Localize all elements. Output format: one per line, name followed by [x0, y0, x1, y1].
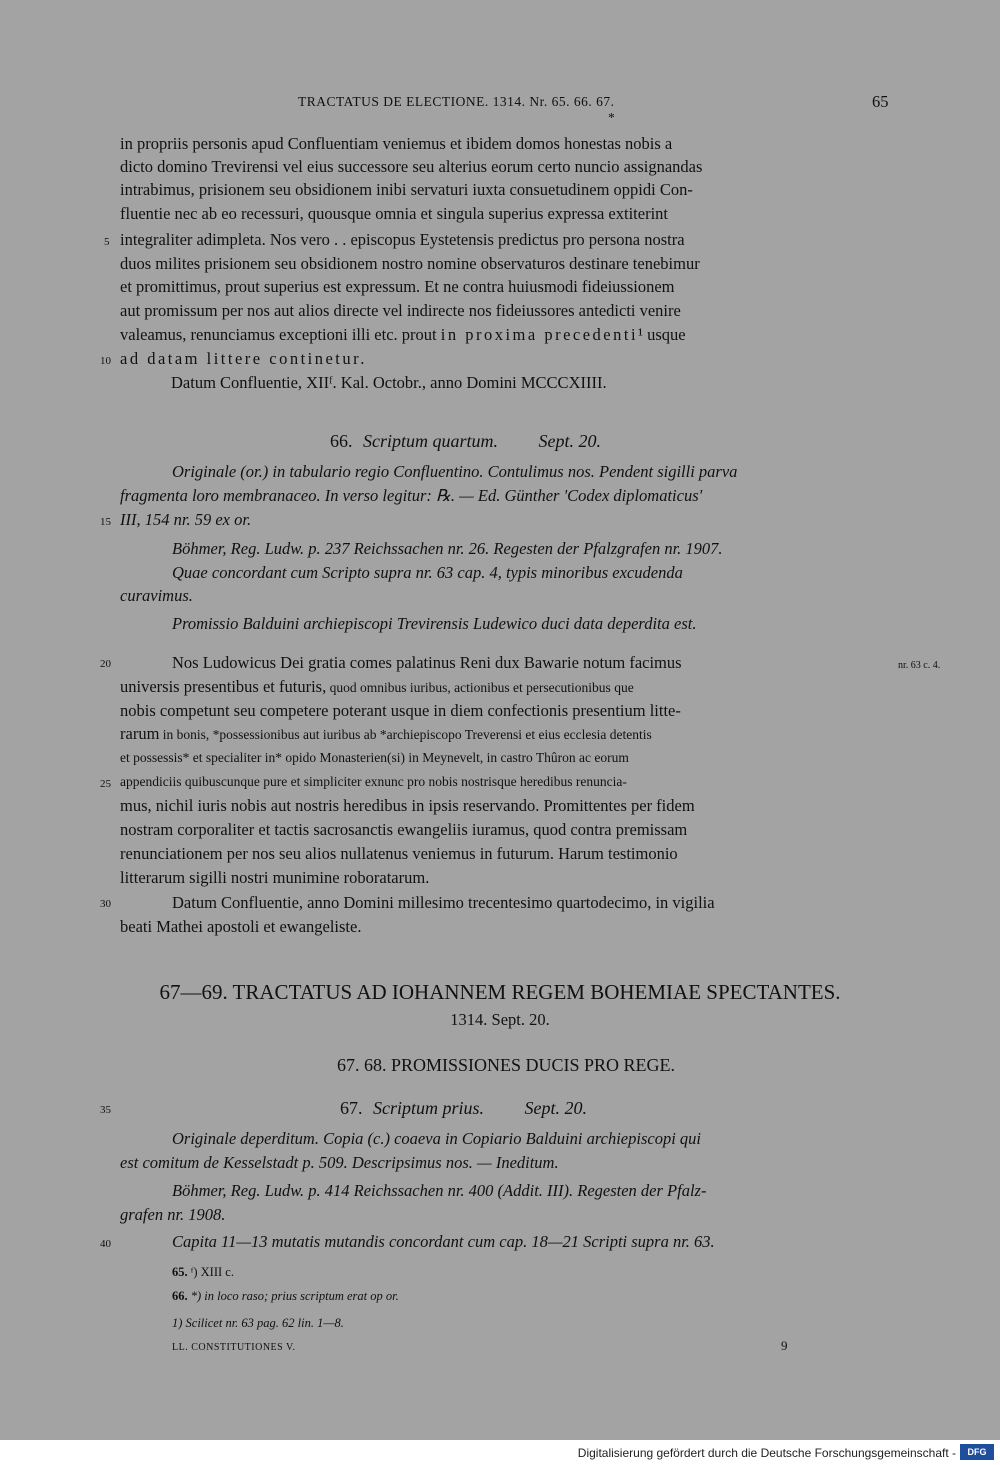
- line-number: 40: [100, 1238, 111, 1250]
- doc65-line: aut promissum per nos aut alios directe vel indirecte nos fideiussores antedicti venire: [120, 301, 681, 320]
- doc65-line: dicto domino Trevirensi vel eius successore seu alterius eorum certo nuncio assignandas: [120, 157, 703, 176]
- apparatus-line: grafen nr. 1908.: [120, 1205, 226, 1224]
- star-mark: *: [608, 110, 615, 125]
- line-number: 10: [100, 355, 111, 367]
- doc66-dated: Datum Confluentie, anno Domini millesimo trecentesimo quartodecimo, in vigilia: [172, 893, 715, 912]
- line-number: 25: [100, 778, 111, 790]
- apparatus-line: Quae concordant cum Scripto supra nr. 63 cap. 4, typis minoribus excudenda: [172, 563, 683, 582]
- section-subtitle: 67. 68. PROMISSIONES DUCIS PRO REGE.: [336, 1055, 676, 1075]
- doc66-line: litterarum sigilli nostri munimine roboratarum.: [120, 868, 430, 887]
- footer-credit: Digitalisierung gefördert durch die Deutsche Forschungsgemeinschaft -: [577, 1446, 956, 1460]
- doc65-dated: Datum Confluentie, XIIᶠ. Kal. Octobr., anno Domini MCCCXIIII.: [171, 373, 607, 392]
- doc66-line: rarum in bonis, *possessionibus aut iuribus ab *archiepiscopo Treverensi et eius ecclesia detentis: [120, 724, 652, 743]
- apparatus-line: fragmenta loro membranaceo. In verso legitur: ℞. — Ed. Günther 'Codex diplomaticus': [120, 486, 703, 505]
- doc65-line: in propriis personis apud Confluentiam veniemus et ibidem domos honestas nobis a: [120, 134, 673, 153]
- line-number: 15: [100, 516, 111, 528]
- doc66-heading: [330, 431, 601, 451]
- doc66-line: nostram corporaliter et tactis sacrosanctis ewangeliis iuramus, quod contra premissam: [120, 820, 688, 839]
- doc65-line: integraliter adimpleta. Nos vero . . episcopus Eystetensis predictus pro persona nostra: [120, 230, 685, 249]
- signature-right: 9: [781, 1338, 788, 1353]
- line-number: 20: [100, 658, 111, 670]
- apparatus-line: Capita 11—13 mutatis mutandis concordant cum cap. 18—21 Scripti supra nr. 63.: [172, 1232, 715, 1251]
- page-number: 65: [872, 92, 889, 111]
- margin-note: nr. 63 c. 4.: [898, 660, 941, 671]
- doc65-line: fluentie nec ab eo recessuri, quousque omnia et singula superius expressa extiterint: [120, 204, 668, 223]
- section-title: 67—69. TRACTATUS AD IOHANNEM REGEM BOHEMIAE SPECTANTES.: [159, 980, 841, 1004]
- footnote: 65. ᶠ) XIII c.: [172, 1265, 234, 1279]
- digitization-footer: [0, 1440, 1000, 1465]
- doc67-number: 67.: [340, 1098, 363, 1118]
- apparatus-line: III, 154 nr. 59 ex or.: [120, 510, 252, 529]
- signature-left: LL. CONSTITUTIONES V.: [172, 1342, 296, 1353]
- apparatus-line: curavimus.: [120, 586, 193, 605]
- doc66-title: Scriptum quartum.: [363, 431, 498, 451]
- doc66-line: appendiciis quibuscunque pure et simpliciter exnunc pro nobis nostrisque heredibus renuncia-: [120, 774, 627, 789]
- apparatus-line: Originale deperditum. Copia (c.) coaeva in Copiario Balduini archiepiscopi qui: [172, 1129, 701, 1148]
- section-date: 1314. Sept. 20.: [450, 1010, 550, 1029]
- doc66-date: Sept. 20.: [538, 431, 601, 451]
- line-number: 30: [100, 898, 111, 910]
- dfg-logo: DFG: [960, 1444, 994, 1460]
- doc65-line: duos milites prisionem seu obsidionem nostro nomine observaturos destinare tenebimur: [120, 254, 700, 273]
- doc66-number: 66.: [330, 431, 353, 451]
- doc66-line: et possessis* et specialiter in* opido Monasterien(si) in Meynevelt, in castro Thûron ac eorum: [120, 750, 629, 765]
- doc67-heading: [340, 1098, 587, 1118]
- footnote: 1) Scilicet nr. 63 pag. 62 lin. 1—8.: [172, 1316, 344, 1330]
- doc66-line: beati Mathei apostoli et ewangeliste.: [120, 917, 362, 936]
- apparatus-line: Promissio Balduini archiepiscopi Trevirensis Ludewico duci data deperdita est.: [172, 614, 697, 633]
- running-title: TRACTATUS DE ELECTIONE. 1314. Nr. 65. 66. 67.: [298, 94, 615, 109]
- apparatus-line: Böhmer, Reg. Ludw. p. 414 Reichssachen nr. 400 (Addit. III). Regesten der Pfalz-: [172, 1181, 707, 1200]
- line-number: 35: [100, 1104, 111, 1116]
- footnote: 66. *) in loco raso; prius scriptum erat op or.: [172, 1289, 399, 1303]
- doc67-title: Scriptum prius.: [373, 1098, 485, 1118]
- doc66-line: universis presentibus et futuris, quod omnibus iuribus, actionibus et persecutionibus que: [120, 677, 634, 696]
- line-number: 5: [104, 236, 110, 248]
- doc66-line: renunciationem per nos seu alios nullatenus veniemus in futurum. Harum testimonio: [120, 844, 678, 863]
- doc65-line: ad datam littere continetur.: [120, 349, 367, 368]
- doc65-line: valeamus, renunciamus exceptioni illi etc. prout in proxima precedenti¹ usque: [120, 325, 686, 344]
- doc65-line: intrabimus, prisionem seu obsidionem inibi servaturi iuxta consuetudinem oppidi Con-: [120, 180, 693, 199]
- doc66-line: mus, nichil iuris nobis aut nostris heredibus in ipsis reservando. Promittentes per fidem: [120, 796, 695, 815]
- doc67-date: Sept. 20.: [524, 1098, 588, 1118]
- apparatus-line: Böhmer, Reg. Ludw. p. 237 Reichssachen nr. 26. Regesten der Pfalzgrafen nr. 1907.: [172, 539, 723, 558]
- doc66-line: nobis competunt seu competere poterant usque in diem confectionis presentium litte-: [120, 701, 681, 720]
- apparatus-line: est comitum de Kesselstadt p. 509. Descripsimus nos. — Ineditum.: [120, 1153, 559, 1172]
- doc66-line: Nos Ludowicus Dei gratia comes palatinus Reni dux Bawarie notum facimus: [172, 653, 682, 672]
- apparatus-line: Originale (or.) in tabulario regio Confluentino. Contulimus nos. Pendent sigilli parva: [172, 462, 738, 481]
- doc65-line: et promittimus, prout superius est expressum. Et ne contra huiusmodi fideiussionem: [120, 277, 675, 296]
